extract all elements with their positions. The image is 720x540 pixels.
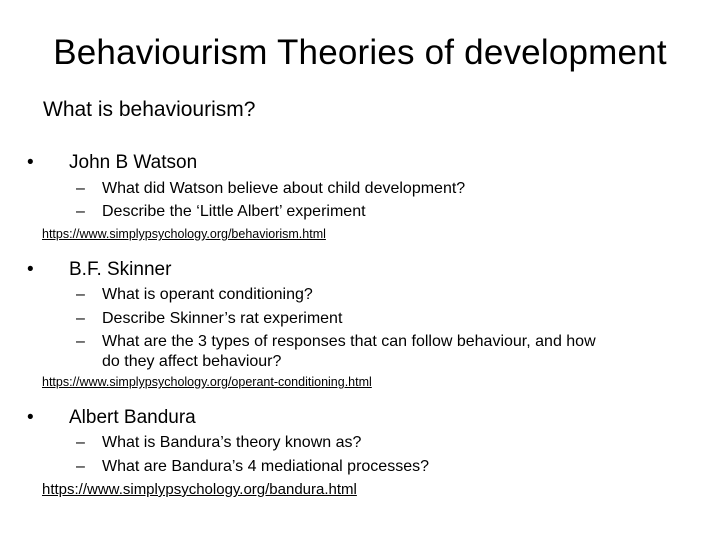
question-item: [76, 179, 696, 199]
bullet-watson: [27, 151, 197, 175]
question-text: What are the 3 types of responses that can follow behaviour, and how: [102, 333, 596, 350]
question-item: [76, 202, 696, 222]
dash-marker: –: [76, 203, 85, 220]
dash-marker: –: [76, 286, 85, 303]
dash-marker: –: [76, 310, 85, 327]
question-text: Describe Skinner’s rat experiment: [102, 310, 343, 327]
question-item: [76, 457, 696, 477]
question-text: What is operant conditioning?: [102, 286, 313, 303]
question-item: [76, 332, 696, 372]
slide-title: Behaviourism Theories of development: [53, 33, 667, 72]
bullet-bandura: [27, 406, 196, 430]
question-item: [76, 285, 696, 305]
question-text-continued: do they affect behaviour?: [102, 353, 282, 370]
question-item: [76, 433, 696, 453]
bullet-label: Albert Bandura: [69, 407, 196, 428]
dash-marker: –: [76, 180, 85, 197]
dash-marker: –: [76, 458, 85, 475]
bullet-marker: •: [27, 407, 34, 428]
question-text: Describe the ‘Little Albert’ experiment: [102, 203, 366, 220]
dash-marker: –: [76, 333, 85, 350]
question-text: What did Watson believe about child development?: [102, 180, 466, 197]
link-bandura[interactable]: https://www.simplypsychology.org/bandura.html: [42, 481, 357, 498]
bullet-skinner: [27, 258, 171, 282]
intro-question: What is behaviourism?: [43, 98, 256, 121]
link-operant-conditioning[interactable]: https://www.simplypsychology.org/operant-conditioning.html: [42, 375, 372, 389]
bullet-marker: •: [27, 259, 34, 280]
bullet-label: B.F. Skinner: [69, 259, 172, 280]
question-item: [76, 309, 696, 329]
question-text: What is Bandura’s theory known as?: [102, 434, 362, 451]
link-behaviorism[interactable]: https://www.simplypsychology.org/behaviorism.html: [42, 227, 326, 241]
question-text: What are Bandura’s 4 mediational processes?: [102, 458, 429, 475]
bullet-marker: •: [27, 152, 34, 173]
bullet-label: John B Watson: [69, 152, 198, 173]
dash-marker: –: [76, 434, 85, 451]
